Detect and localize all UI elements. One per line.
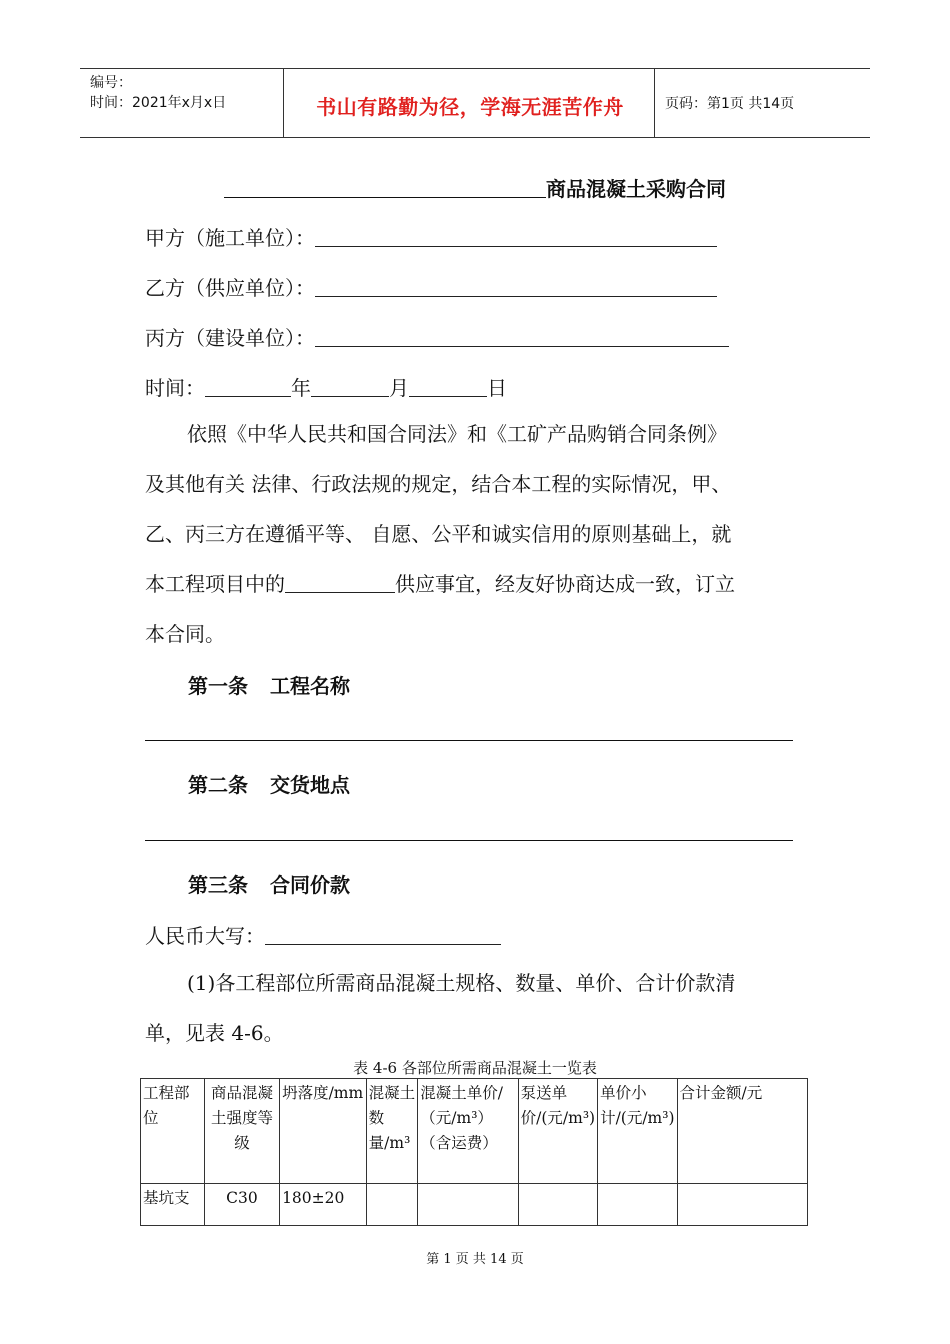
table-header-cell: 泵送单价/(元/m³)	[518, 1079, 597, 1184]
table-header-cell: 单价小计/(元/m³)	[598, 1079, 677, 1184]
clause-1-paragraph	[145, 958, 810, 1058]
table-cell	[418, 1184, 518, 1226]
table-cell: C30	[204, 1184, 279, 1226]
title-text: 商品混凝土采购合同	[546, 177, 726, 201]
intro-line: 及其他有关 法律、行政法规的规定，结合本工程的实际情况，甲、	[145, 472, 732, 496]
intro-paragraph	[145, 409, 810, 659]
clause-line: 单，见表 4-6。	[145, 1021, 284, 1045]
intro-line: 依照《中华人民共和国合同法》和《工矿产品购销合同条例》	[187, 422, 727, 446]
article-2-blank-line	[145, 840, 793, 841]
table-header-row	[141, 1079, 808, 1184]
header-divider	[654, 69, 655, 137]
header-page-info: 页码：第1页 共14页	[665, 96, 795, 112]
title-blank-line	[224, 178, 546, 198]
document-title	[0, 173, 950, 202]
table-row	[141, 1184, 808, 1226]
table-caption: 表 4-6 各部位所需商品混凝土一览表	[353, 1059, 597, 1077]
table-cell	[518, 1184, 597, 1226]
article-3-heading: 第三条 合同价款	[188, 873, 350, 897]
page-footer: 第 1 页 共 14 页	[426, 1252, 524, 1267]
article-1-blank-line	[145, 740, 793, 741]
header-divider	[283, 69, 284, 137]
header-meta	[90, 73, 226, 113]
rmb-line	[145, 920, 501, 949]
page-header	[80, 68, 870, 138]
party-a-line	[145, 222, 717, 251]
party-c-label: 丙方（建设单位）：	[145, 326, 315, 350]
table-cell	[598, 1184, 677, 1226]
document-number-label: 编号：	[90, 75, 132, 91]
table-header-cell: 合计金额/元	[677, 1079, 808, 1184]
table-cell: 180±20	[280, 1184, 367, 1226]
table-cell	[366, 1184, 418, 1226]
day-label: 日	[487, 376, 507, 400]
table-header-cell: 工程部位	[141, 1079, 205, 1184]
table-cell: 基坑支	[141, 1184, 205, 1226]
rmb-label: 人民币大写：	[145, 924, 265, 948]
day-blank	[409, 378, 487, 397]
month-blank	[311, 378, 389, 397]
header-slogan: 书山有路勤为径，学海无涯苦作舟	[316, 95, 624, 119]
table-header-cell: 混凝土数量/m³	[366, 1079, 418, 1184]
party-b-label: 乙方（供应单位）：	[145, 276, 315, 300]
party-a-blank	[315, 228, 717, 247]
document-time-label: 时间：2021年x月x日	[90, 95, 227, 111]
supply-item-blank	[285, 574, 395, 593]
article-2-heading: 第二条 交货地点	[188, 773, 350, 797]
party-a-label: 甲方（施工单位）：	[145, 226, 315, 250]
month-label: 月	[389, 376, 409, 400]
party-c-blank	[315, 328, 729, 347]
intro-line: 乙、丙三方在遵循平等、 自愿、公平和诚实信用的原则基础上，就	[145, 522, 732, 546]
date-line	[145, 372, 507, 401]
party-b-line	[145, 272, 717, 301]
party-c-line	[145, 322, 729, 351]
rmb-blank	[265, 926, 501, 945]
concrete-table	[140, 1078, 808, 1226]
intro-line: 本合同。	[145, 622, 225, 646]
article-1-heading: 第一条 工程名称	[188, 674, 350, 698]
table-cell	[677, 1184, 808, 1226]
year-blank	[205, 378, 291, 397]
table-header-cell: 混凝土单价/（元/m³）（含运费）	[418, 1079, 518, 1184]
table-header-cell: 商品混凝土强度等级	[204, 1079, 279, 1184]
table-header-cell: 坍落度/mm	[280, 1079, 367, 1184]
date-label: 时间：	[145, 376, 205, 400]
intro-line: 本工程项目中的 供应事宜，经友好协商达成一致，订立	[145, 572, 735, 596]
year-label: 年	[291, 376, 311, 400]
party-b-blank	[315, 278, 717, 297]
clause-line: (1)各工程部位所需商品混凝土规格、数量、单价、合计价款清	[187, 971, 736, 995]
